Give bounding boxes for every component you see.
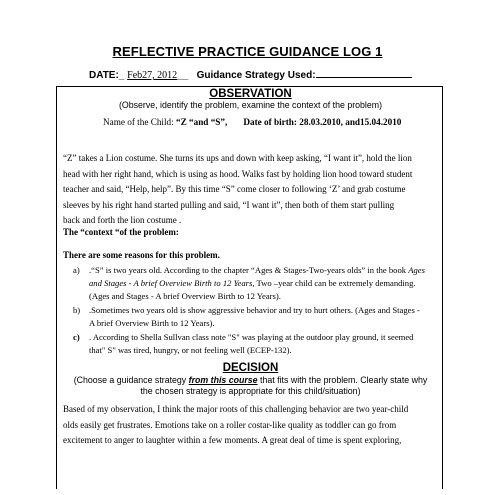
reason-item xyxy=(73,331,439,357)
decision-paragraph xyxy=(63,402,439,449)
date-value: Feb27, 2012 xyxy=(127,70,178,81)
paragraph-line: sleeves by his right hand started pulling and said, “I want it”, then both of them start pulling xyxy=(63,199,395,210)
reason-item xyxy=(73,264,439,303)
observation-paragraph xyxy=(63,151,439,229)
reason-line: .“S” is two years old. According to the chapter “Ages & Stages-Two-years olds” in the book Ages xyxy=(89,265,425,275)
context-label: The “context “of the problem: xyxy=(63,227,179,237)
page-title: REFLECTIVE PRACTICE GUIDANCE LOG 1 xyxy=(112,44,383,59)
paragraph-line: back and forth the lion costume . xyxy=(63,215,182,226)
date-trail: __ xyxy=(177,70,189,81)
paragraph-line: head with her right hand, which is using as hood. Walks fast by holding lion hood toward student xyxy=(63,168,413,179)
observation-subtitle: (Observe, identify the problem, examine the context of the problem) xyxy=(118,100,383,110)
reasons-label: There are some reasons for this problem. xyxy=(63,250,220,260)
child-info xyxy=(103,117,401,127)
date-row xyxy=(89,68,412,81)
decision-heading: DECISION xyxy=(222,362,279,374)
log-box xyxy=(56,86,443,489)
child-name-value: “Z “and “S”, xyxy=(175,117,228,127)
paragraph-line: excitement to anger to laughter within a few moments. A great deal of time is spent exploring, xyxy=(63,435,402,446)
dob-value: 28.03.2010, and15.04.2010 xyxy=(299,117,402,127)
strategy-blank-field[interactable] xyxy=(316,68,412,78)
date-label: DATE:_ xyxy=(89,70,125,81)
decision-subtitle xyxy=(57,375,444,397)
dob-label: Date of birth: xyxy=(243,117,297,127)
child-name-label: Name of the Child: xyxy=(103,117,174,127)
decision-subtitle-pre: (Choose a guidance strategy xyxy=(73,375,189,385)
reason-line: (Ages and Stages - A brief Overview Birth to 12 Years). xyxy=(89,291,281,301)
observation-heading: OBSERVATION xyxy=(209,88,292,100)
paragraph-line: “Z” takes a Lion costume. She turns its ups and down with keep asking, “I want it”, hold the lion xyxy=(63,153,412,163)
paragraph-line: teacher and said, “Help, help”. By this time “S” come closer to following ‘Z’ and grab costume xyxy=(63,184,406,195)
decision-subtitle-line2: the chosen strategy is appropriate for this child/situation) xyxy=(140,386,361,396)
reason-marker: a) xyxy=(73,265,80,275)
paragraph-line: Based of my observation, I think the major roots of this challenging behavior are two year-child xyxy=(63,404,409,414)
reason-marker: b) xyxy=(73,305,81,315)
decision-subtitle-post: that fits with the problem. Clearly state why xyxy=(257,375,428,385)
decision-subtitle-emphasis: from this course xyxy=(188,375,258,385)
reason-line: and Stages - A brief Overview Birth to 12 Years, Two –year child can be extremely demanding. xyxy=(89,278,416,288)
reason-item xyxy=(73,304,439,330)
reason-line: .Sometimes two years old is show aggressive behavior and try to hurt others. (Ages and Stages - xyxy=(89,305,420,315)
strategy-label: Guidance Strategy Used: xyxy=(196,70,316,81)
paragraph-line: olds easily get frustrates. Emotions take on a roller costar-like quality as toddler can go from xyxy=(63,419,397,430)
reason-line: . According to Shella Sullvan class note "S" was playing at the outdoor play ground, it seemed xyxy=(89,332,414,342)
reason-marker: c) xyxy=(73,332,80,342)
reason-line: that" S" was tired, hungry, or not feeling well (ECEP-132). xyxy=(89,345,292,355)
reason-line: A brief Overview Birth to 12 Years). xyxy=(89,318,215,328)
